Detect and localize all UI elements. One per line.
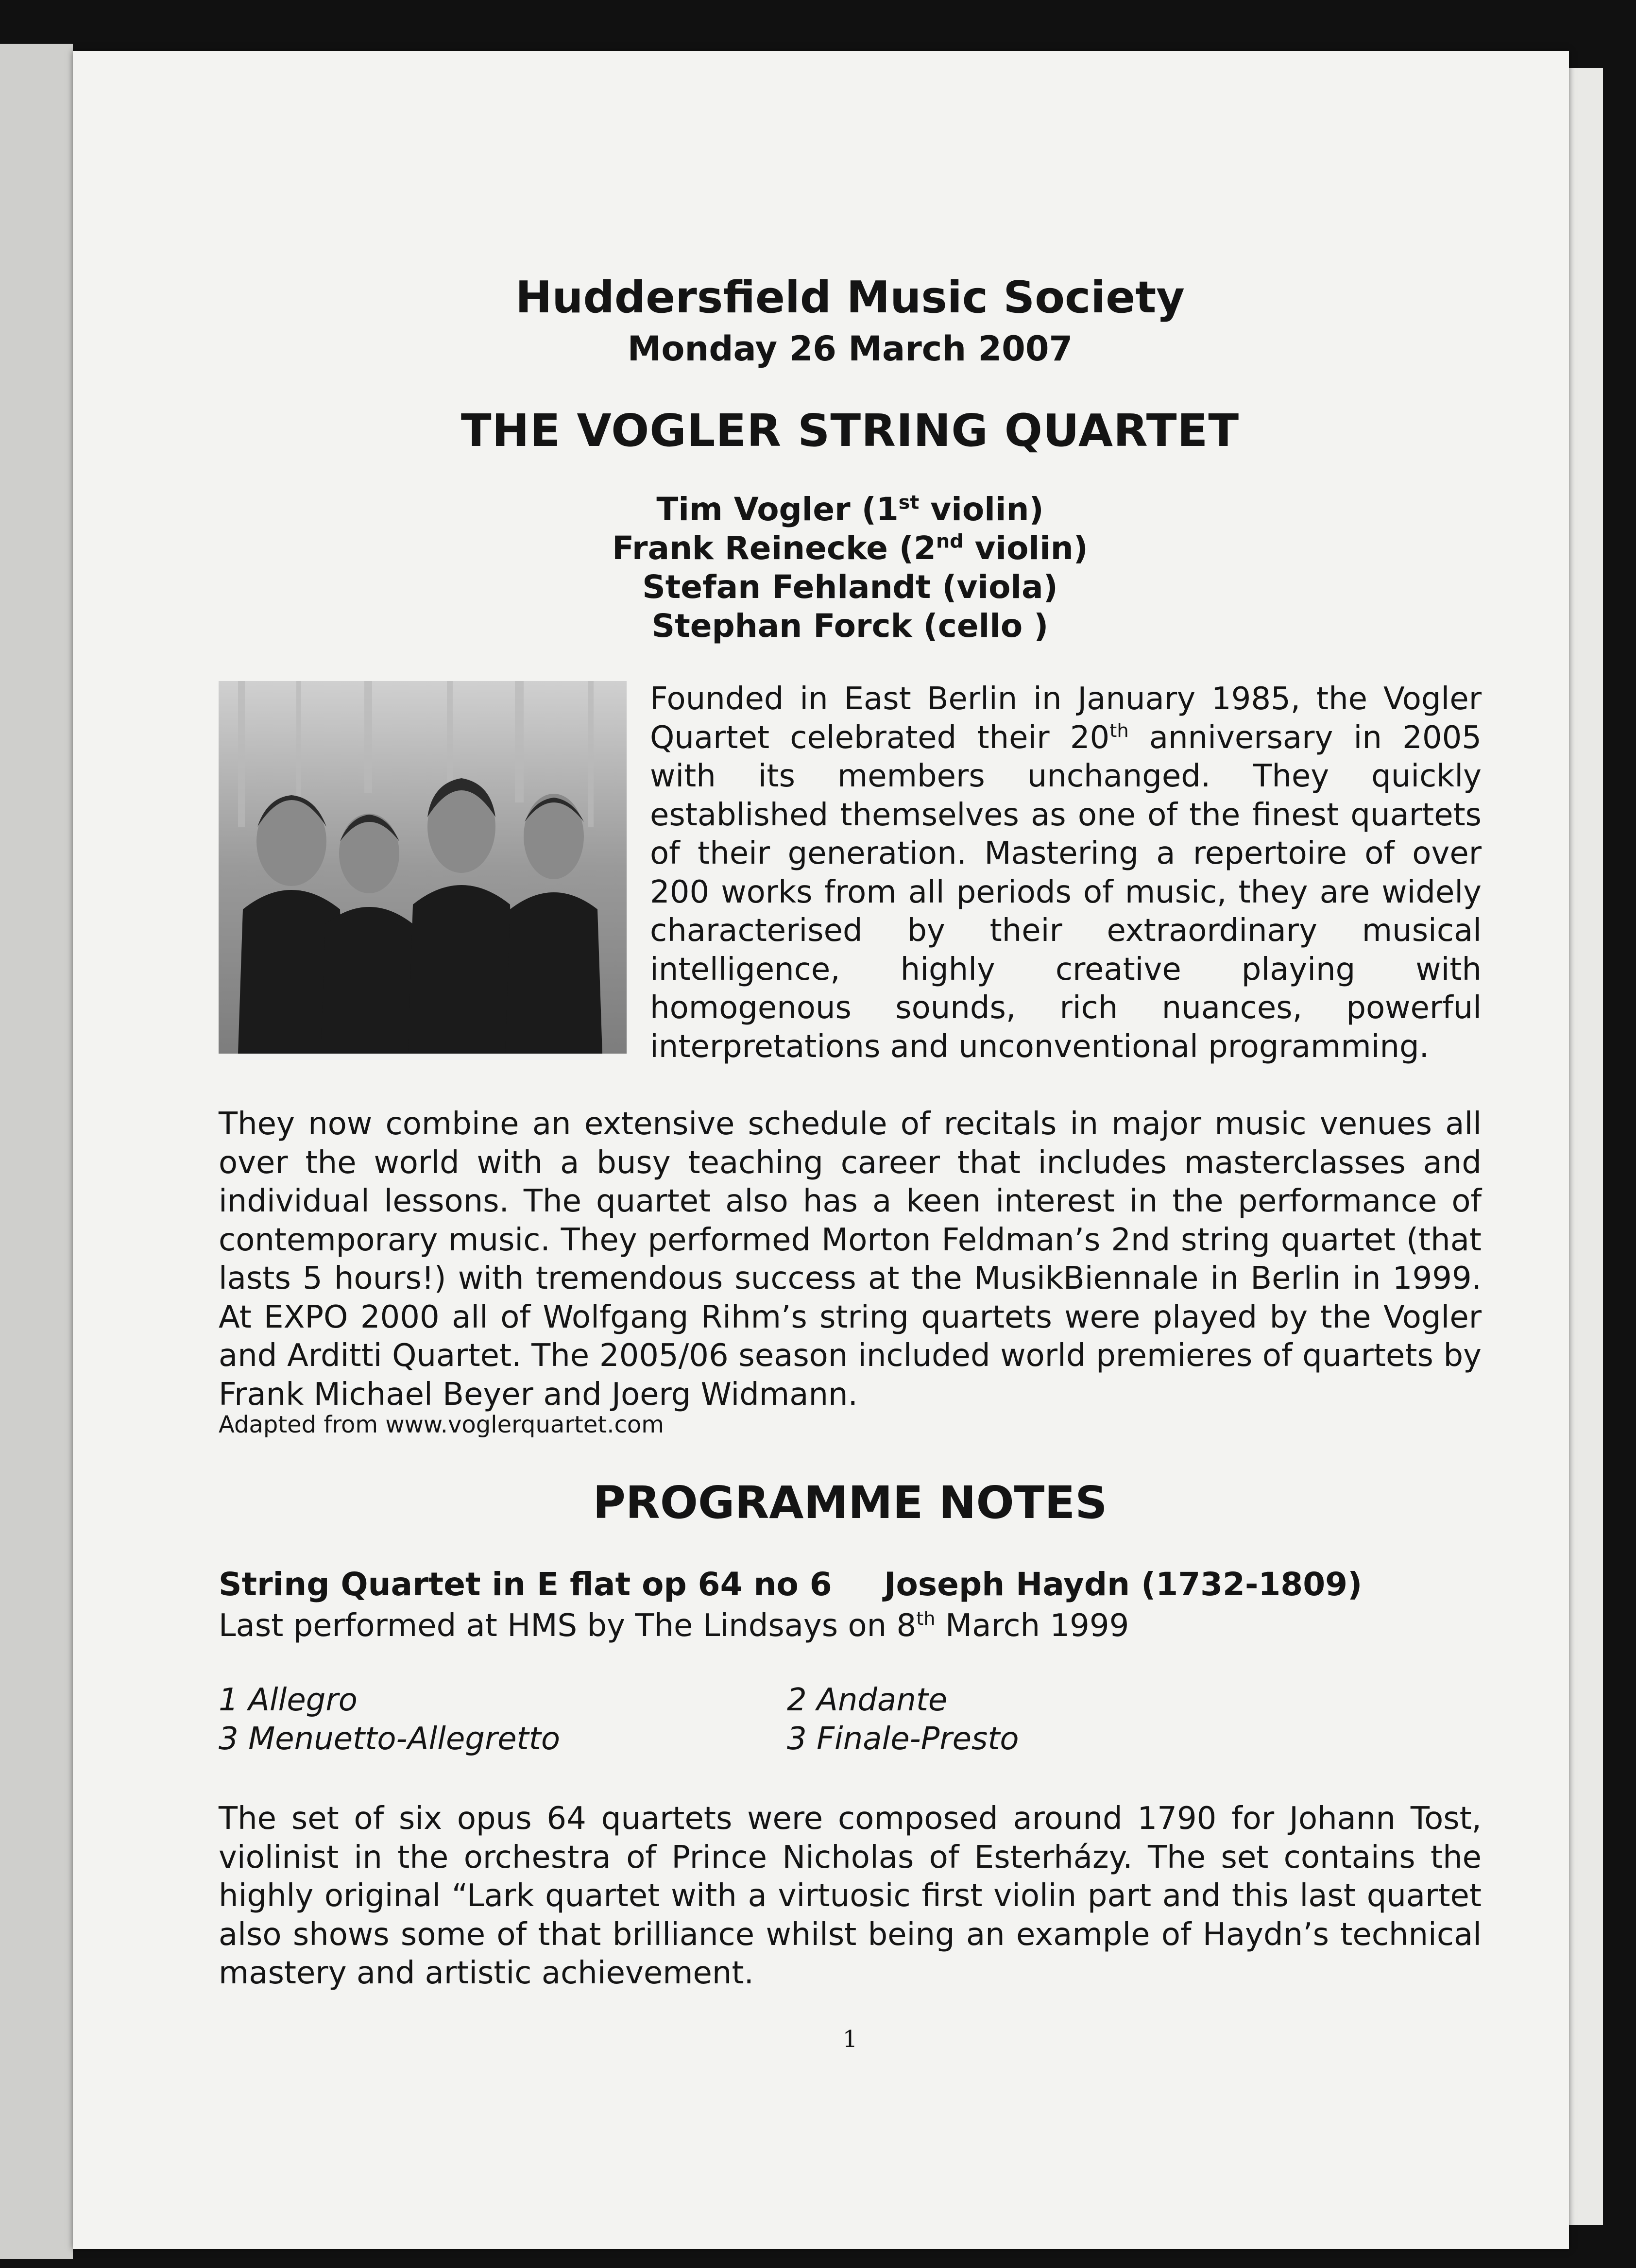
member-line: Stefan Fehlandt (viola): [642, 568, 1058, 606]
concert-date: Monday 26 March 2007: [627, 329, 1073, 369]
member-line: Tim Vogler (1st violin): [656, 491, 1044, 528]
programme-page: [73, 51, 1569, 2249]
quartet-photo-image: [219, 681, 627, 1054]
work-title: String Quartet in E flat op 64 no 6: [219, 1566, 832, 1603]
movement-item: 2 Andante: [787, 1682, 948, 1718]
page-number: 1: [842, 2026, 858, 2053]
society-title: Huddersfield Music Society: [515, 272, 1185, 323]
last-performed-note: Last performed at HMS by The Lindsays on 8th March 1999: [219, 1607, 1129, 1644]
member-line: Frank Reinecke (2nd violin): [612, 529, 1088, 567]
movement-item: 3 Finale-Presto: [787, 1721, 1019, 1757]
facing-page-edge: [0, 44, 73, 2259]
ensemble-title: THE VOGLER STRING QUARTET: [460, 405, 1240, 457]
source-credit: Adapted from www.voglerquartet.com: [219, 1411, 664, 1438]
bio-paragraph-2: They now combine an extensive schedule of recitals in major music venues all over the world with a busy teaching career that includes masterclasses and individual lessons. The quartet also has a keen interest in the performance of contemporary music. They performed Morton Feldman’s 2nd string quartet (that lasts 5 hours!) with tremendous success at the MusikBiennale in Berlin in 1999. At EXPO 2000 all of Wolfgang Rihm’s string quartets were played by the Vogler and Arditti Quartet. The 2005/06 season included world premieres of quartets by Frank Michael Beyer and Joerg Widmann.: [219, 1106, 1482, 1413]
programme-note-text: The set of six opus 64 quartets were composed around 1790 for Johann Tost, violinist in the orchestra of Prince Nicholas of Esterházy. The set contains the highly original “Lark quartet with a virtuosic first violin part and this last quartet also shows some of that brilliance whilst being an example of Haydn’s technical mastery and artistic achievement.: [219, 1801, 1482, 1991]
member-line: Stephan Forck (cello ): [651, 607, 1049, 645]
composer-name: Joseph Haydn (1732-1809): [884, 1566, 1363, 1603]
bio-paragraph-1: Founded in East Berlin in January 1985, the Vogler Quartet celebrated their 20th anniversary in 2005 with its members unchanged. They quickly established themselves as one of the finest quartets of their generation. Mastering a repertoire of over 200 works from all periods of music, they are widely characterised by their extraordinary musical intelligence, highly creative playing with homogenous sounds, rich nuances, powerful interpretations and unconventional programming.: [650, 681, 1482, 1065]
movement-item: 3 Menuetto-Allegretto: [219, 1721, 560, 1757]
quartet-photo: [219, 681, 627, 1054]
programme-notes-heading: PROGRAMME NOTES: [593, 1477, 1108, 1529]
movement-item: 1 Allegro: [219, 1682, 358, 1718]
